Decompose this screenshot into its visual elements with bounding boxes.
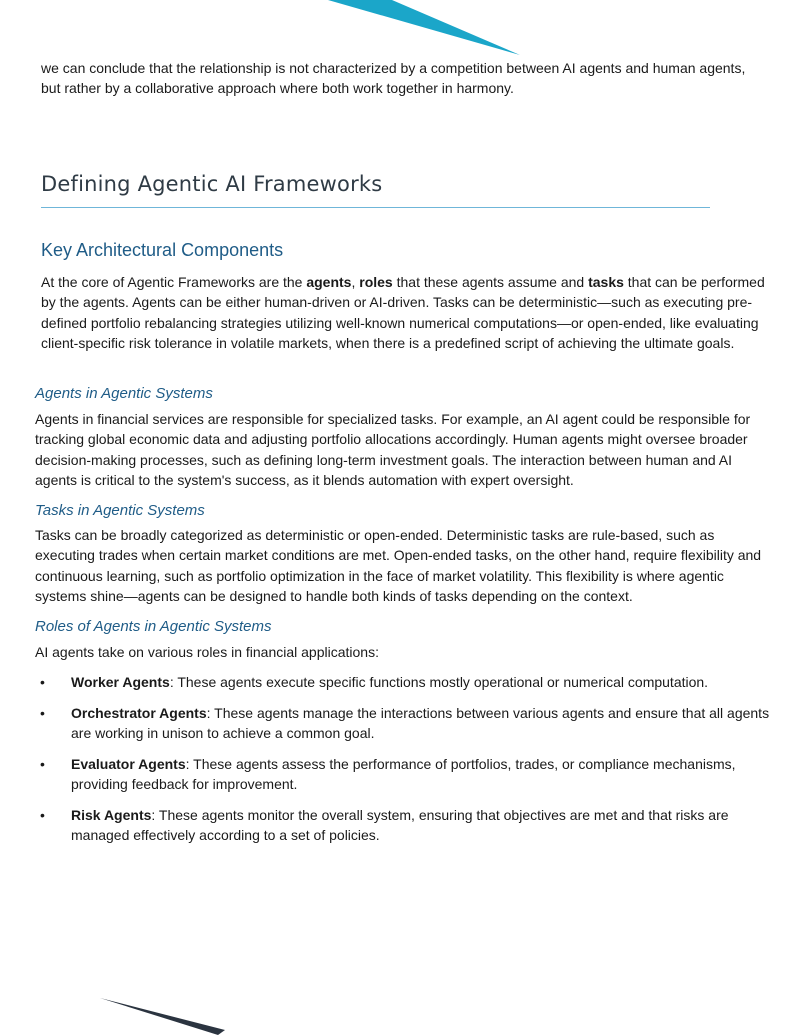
bullet-icon: • bbox=[40, 755, 45, 772]
tasks-term: tasks bbox=[588, 274, 624, 290]
role-description: : These agents assess the performance of portfolios, trades, or compliance mechanisms, providing feedback for improvement. bbox=[71, 755, 736, 793]
roles-term: roles bbox=[359, 274, 393, 290]
role-description: : These agents monitor the overall system, ensuring that objectives are met and that risks are managed effectively according to a set of policies. bbox=[71, 806, 729, 844]
role-description: : These agents execute specific functions mostly operational or numerical computation. bbox=[169, 674, 709, 690]
role-name: Worker Agents bbox=[71, 674, 170, 690]
agents-heading: Agents in Agentic Systems bbox=[35, 385, 213, 402]
key-components-heading: Key Architectural Components bbox=[41, 240, 284, 260]
top-accent-stroke bbox=[0, 0, 800, 60]
tasks-heading: Tasks in Agentic Systems bbox=[35, 502, 205, 519]
key-components-paragraph: At the core of Agentic Frameworks are the agents, roles that these agents assume and tasks that can be performed by the agents. Agents can be either human-driven or AI-driven. Tasks can be deterministic—such as executing pre-defined portfolio rebalancing strategies utilizing well-known numerical computations—or open-ended, like evaluating client-specific risk tolerance in volatile markets, when there is a predefined script of achieving the ultimate goals. bbox=[41, 274, 765, 351]
roles-heading: Roles of Agents in Agentic Systems bbox=[35, 618, 272, 635]
role-name: Orchestrator Agents bbox=[71, 704, 207, 721]
section-divider bbox=[41, 207, 710, 208]
role-name: Evaluator Agents bbox=[71, 755, 186, 772]
bullet-icon: • bbox=[40, 674, 45, 690]
list-item bbox=[35, 754, 775, 795]
section-title: Defining Agentic AI Frameworks bbox=[41, 172, 383, 196]
roles-intro: AI agents take on various roles in financial applications: bbox=[35, 644, 379, 660]
tasks-paragraph: Tasks can be broadly categorized as deterministic or open-ended. Deterministic tasks are rule-based, such as executing trades when certain market conditions are met. Open-ended tasks, on the other hand, require flexibility and continuous learning, such as portfolio optimization in the face of market volatility. This flexibility is where agentic systems shine—agents can be designed to handle both kinds of tasks depending on the context. bbox=[35, 527, 762, 604]
intro-paragraph: we can conclude that the relationship is not characterized by a competition between AI agents and human agents, but rather by a collaborative approach where both work together in harmony. bbox=[41, 60, 746, 96]
bullet-icon: • bbox=[40, 806, 45, 823]
roles-list bbox=[35, 672, 775, 856]
role-description: : These agents manage the interactions between various agents and ensure that all agents are working in unison to achieve a common goal. bbox=[71, 704, 770, 742]
agents-term: agents bbox=[306, 274, 352, 290]
list-item bbox=[35, 672, 775, 692]
role-name: Risk Agents bbox=[71, 806, 152, 823]
bottom-accent-stroke bbox=[0, 990, 800, 1035]
list-item bbox=[35, 703, 775, 744]
agents-paragraph: Agents in financial services are responsible for specialized tasks. For example, an AI agent could be responsible for tracking global economic data and adjusting portfolio allocations accordingly. Human agents might oversee broader decision-making processes, such as defining long-term investment goals. The interaction between human and AI agents is critical to the system's success, as it blends automation with expert oversight. bbox=[35, 411, 751, 488]
bullet-icon: • bbox=[40, 704, 45, 721]
list-item bbox=[35, 805, 775, 846]
